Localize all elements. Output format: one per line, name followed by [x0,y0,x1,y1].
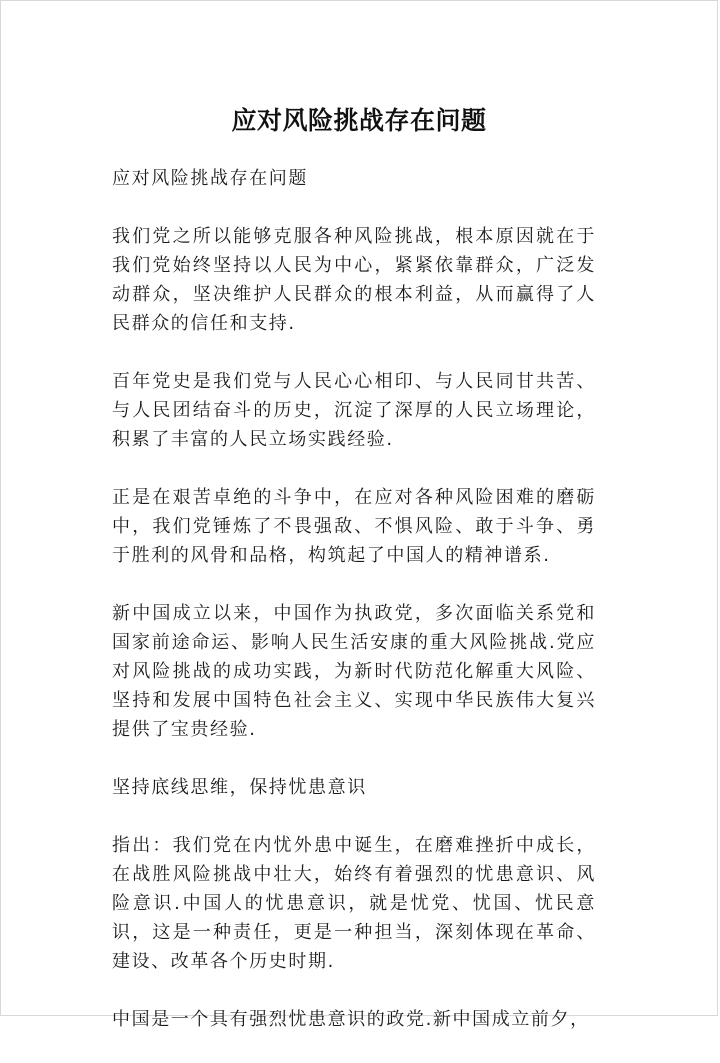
document-body [112,164,596,1063]
paragraph: 正是在艰苦卓绝的斗争中，在应对各种风险困难的磨砺中，我们党锤炼了不畏强敌、不惧风险、敢于斗争、勇于胜利的风骨和品格，构筑起了中国人的精神谱系. [112,487,596,566]
section-heading: 坚持底线思维，保持忧患意识 [112,777,367,798]
document-title: 应对风险挑战存在问题 [231,106,487,135]
paragraph: 中国是一个具有强烈忧患意识的政党.新中国成立前夕， [112,1009,590,1030]
paragraph: 新中国成立以来，中国作为执政党，多次面临关系党和国家前途命运、影响人民生活安康的重大风险挑战.党应对风险挑战的成功实践，为新时代防范化解重大风险、坚持和发展中国特色社会主义、实现中华民族伟大复兴提供了宝贵经验. [112,603,596,740]
paragraph: 百年党史是我们党与人民心心相印、与人民同甘共苦、与人民团结奋斗的历史，沉淀了深厚的人民立场理论，积累了丰富的人民立场实践经验. [112,371,596,450]
paragraph: 指出：我们党在内忧外患中诞生，在磨难挫折中成长，在战胜风险挑战中壮大，始终有着强烈的忧患意识、风险意识.中国人的忧患意识，就是忧党、忧国、忧民意识，这是一种责任，更是一种担当，深刻体现在革命、建设、改革各个历史时期. [112,835,596,972]
section-heading: 应对风险挑战存在问题 [112,168,308,189]
paragraph: 我们党之所以能够克服各种风险挑战，根本原因就在于我们党始终坚持以人民为中心，紧紧依靠群众，广泛发动群众，坚决维护人民群众的根本利益，从而赢得了人民群众的信任和支持. [112,226,596,334]
